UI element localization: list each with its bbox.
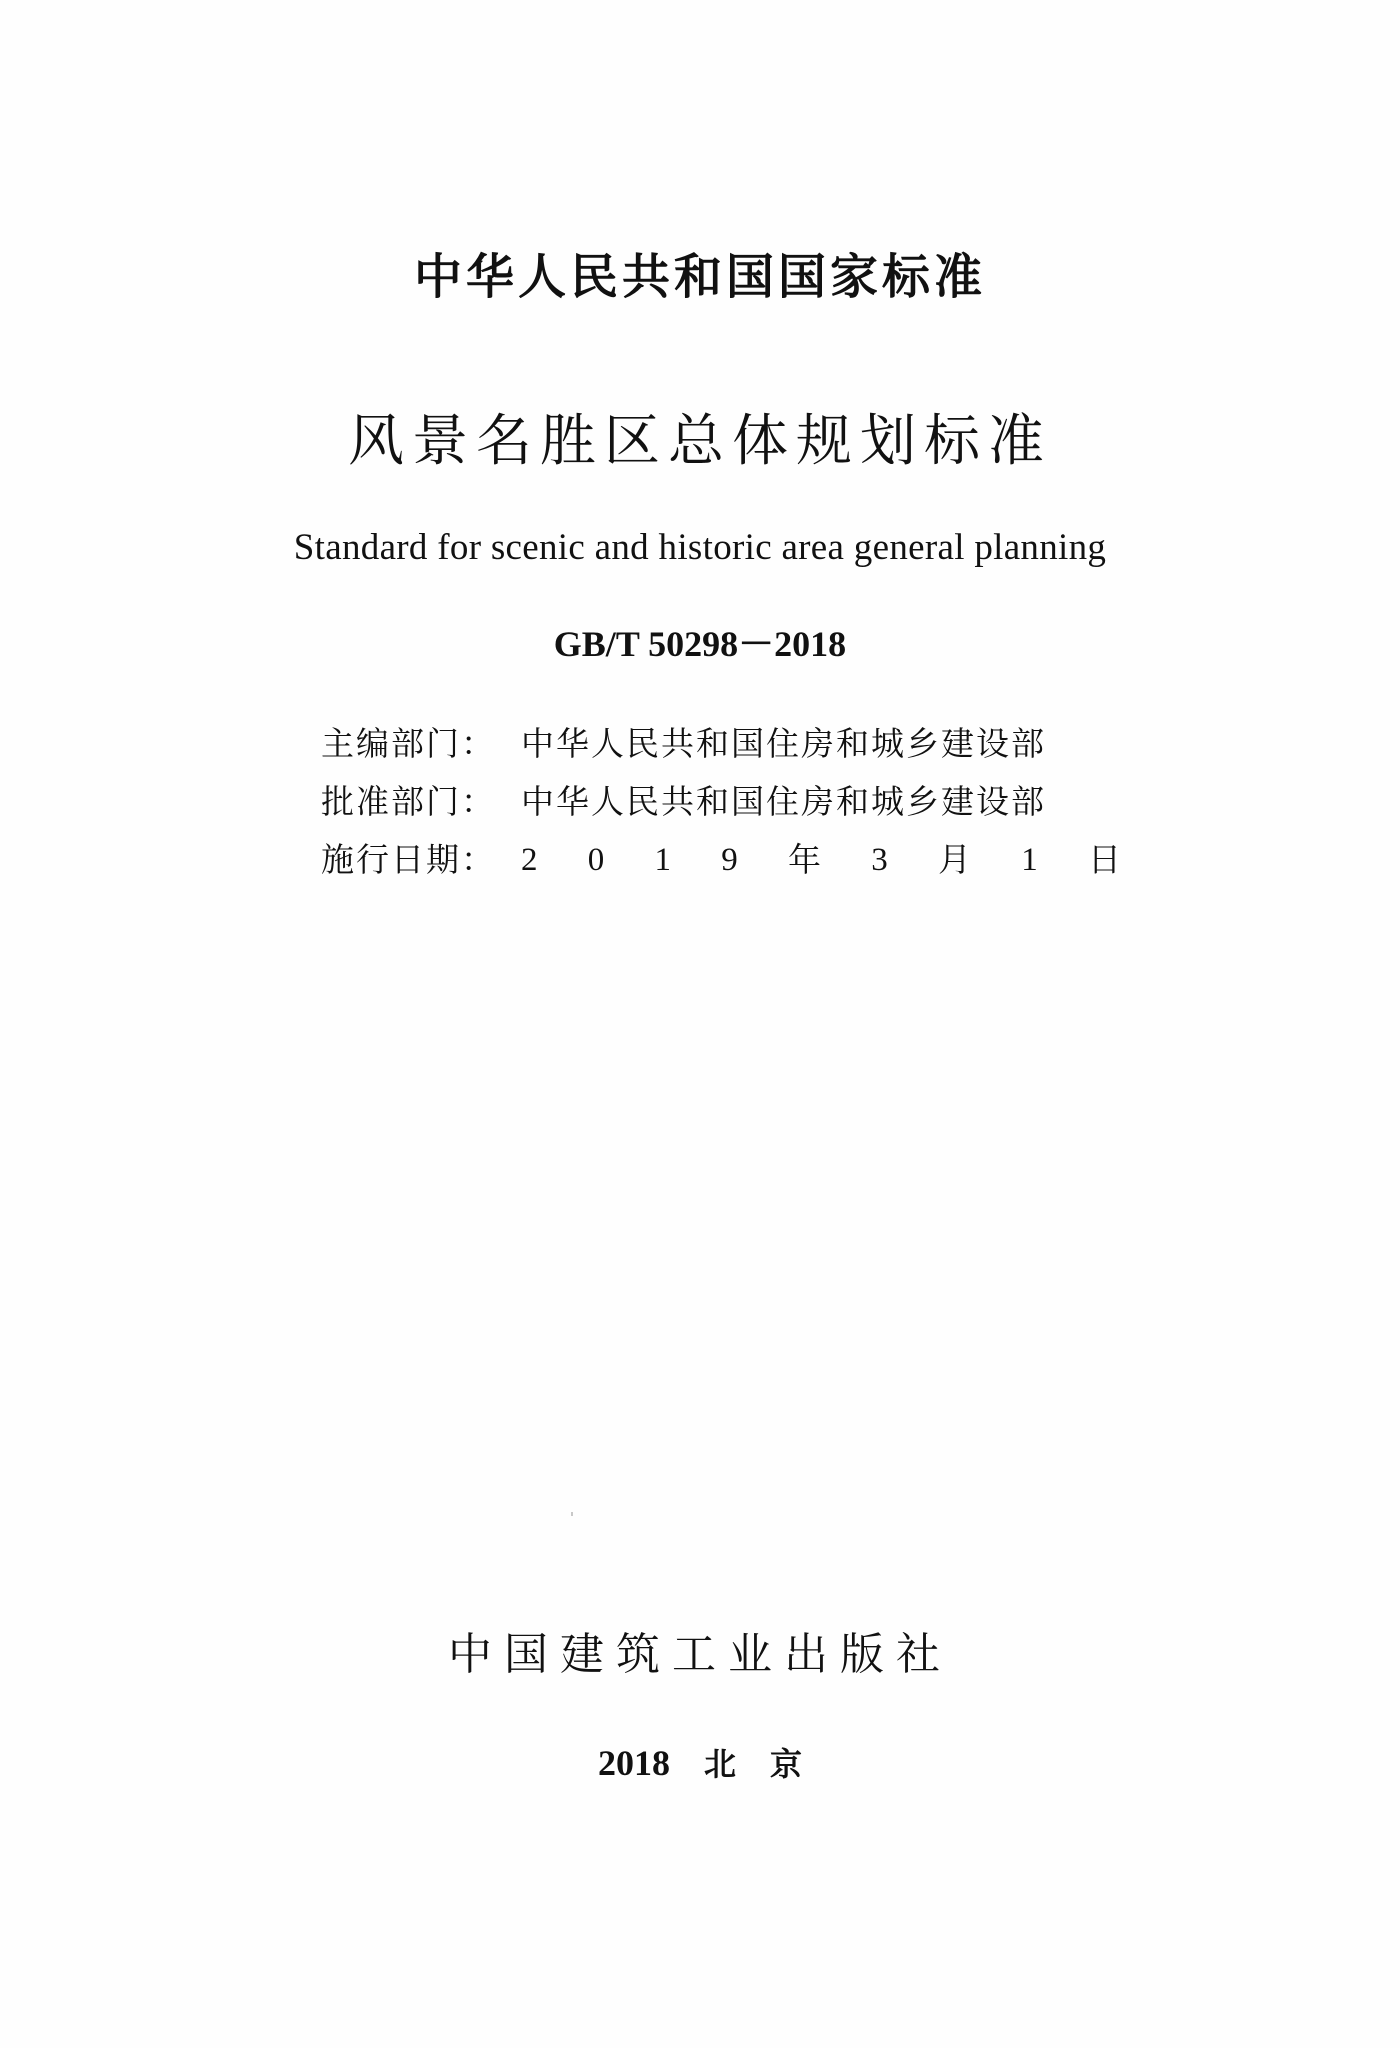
effective-date-value bbox=[521, 840, 1121, 880]
title-english: Standard for scenic and historic area general planning bbox=[293, 527, 1107, 568]
effective-date-label: 施行日期： bbox=[321, 840, 496, 879]
series-header: 中华人民共和国国家标准 bbox=[413, 249, 986, 305]
chief-editor-value: 中华人民共和国住房和城乡建设部 bbox=[521, 724, 1046, 763]
imprint-city-1: 北 bbox=[703, 1745, 736, 1783]
chief-editor-row bbox=[321, 724, 1046, 764]
date-digit: 1 bbox=[1021, 842, 1038, 878]
date-digit: 0 bbox=[587, 842, 605, 878]
date-digit: 2 bbox=[521, 842, 538, 878]
imprint-city-2: 京 bbox=[770, 1745, 803, 1783]
effective-date-row bbox=[321, 840, 1121, 880]
imprint-line bbox=[0, 1742, 1400, 1785]
title-chinese: 风景名胜区总体规划标准 bbox=[348, 409, 1052, 474]
approver-label: 批准部门： bbox=[321, 782, 496, 821]
approver-value: 中华人民共和国住房和城乡建设部 bbox=[521, 782, 1046, 821]
scan-artifact bbox=[571, 1512, 573, 1516]
date-year-char: 年 bbox=[788, 840, 821, 879]
date-day-char: 日 bbox=[1088, 840, 1121, 879]
date-month-char: 月 bbox=[938, 840, 971, 879]
chief-editor-label: 主编部门： bbox=[321, 724, 496, 763]
approver-row bbox=[321, 782, 1046, 822]
imprint-year: 2018 bbox=[597, 1743, 670, 1783]
standard-code: GB/T 50298－2018 bbox=[553, 624, 847, 664]
publisher: 中国建筑工业出版社 bbox=[448, 1629, 952, 1680]
date-digit: 9 bbox=[721, 842, 738, 878]
date-digit: 1 bbox=[654, 842, 671, 878]
date-digit: 3 bbox=[871, 842, 888, 878]
